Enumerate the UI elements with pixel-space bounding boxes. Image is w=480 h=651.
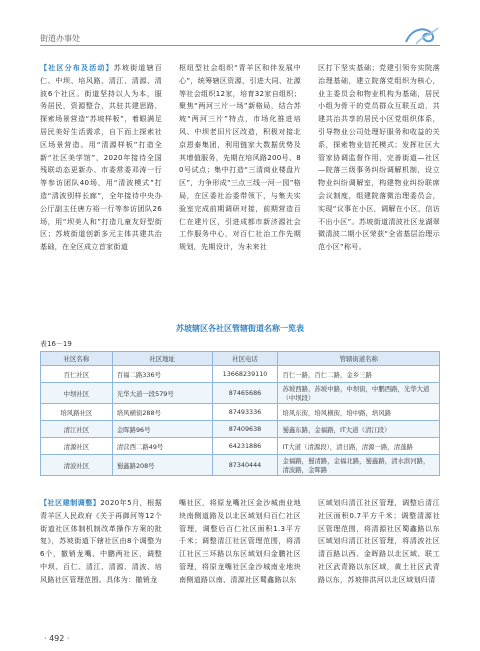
cell-streets: 培风东街，培风横街，培中路，培风路 [278,404,440,421]
cell-phone: 87340444 [212,455,278,476]
cell-streets: 蜀鑫东路，金福路，IT大道（清江段） [278,421,440,438]
header-rule [40,45,440,46]
cell-phone: 13668239110 [212,366,278,383]
cell-community: 清波社区 [41,455,113,476]
cell-streets: 百仁一路，百仁二路，金乡三路 [278,366,440,383]
cell-streets: 金福路，蜀清路，金福北路，蜀鑫路，清水滨河路，清波路，金晖路 [278,455,440,476]
cell-phone: 87493336 [212,404,278,421]
section1-column-3 [318,62,440,254]
section-tag-community-distribution: 【社区分布及活动】 [40,63,114,72]
section1-column-1 [40,62,162,254]
table-row [41,438,440,455]
cell-community: 清源社区 [41,438,113,455]
cell-community: 百仁社区 [41,366,113,383]
section2-col3-text: 区域划归清江社区管理，调整后清江社区面积0.7平方千米；调整清源社区管理范围，将清源社区蜀鑫路以东区域划归清江社区管理，将清波社区清百路以西、金晖路以北区域、联工社区武青路以东区域，黄土社区武青路以东，苏坡排洪河以北区域划归清 [318,498,440,584]
table-row [41,421,440,438]
section1-col3-text: 区打下坚实基础；党建引领夯实院落治理基础，建立院落党组织为核心，业主委员会和物业机构为基础，居民小组为骨干的党员群众互联互动，共建共治共享的居民小区党组织体系，引导物业公司处理好服务和收益的关系，探索物业信托模式；发挥社区大管家协调监督作用，完善街道—社区—院落三级事务纠纷调解机制，设立物业纠纷调解室，构建物业纠纷联席会议制度，组建院落微治理委员会，实现“议事在小区，调解在小区，信访不出小区”。苏坡街道清波社区龙湖翠微清波二期小区荣获“全省基层治理示范小区”称号。 [318,63,440,252]
table-row [41,366,440,383]
cell-phone: 87409638 [212,421,278,438]
column-header: 社区电话 [212,352,278,366]
table-row [41,404,440,421]
page-number: · 492 · [44,634,70,643]
column-header: 管辖街道名称 [278,352,440,366]
section1-col2-text: 枢纽型社会组织“青羊区和伴发展中心”，统筹辖区资源，引进大同、社源等社会组织12家，培育32家自组织；聚焦“两河三片一场”新格局，结合苏坡“两河三片”特点，市场化推进培风、中坝老旧片区改造，积极对接北京恩泰集团，利用链家大数据优势及其增值服务，先期在培风路200号、80号试点；集中打造“三清商业楼盘片区”，力争形成“三点三线一河一园”格局，在区委社治委带领下，与集夫实验室完成前期调研对接，前期营造百仁在建片区，引进成都市新济源社会工作服务中心，对百仁社治工作先期规划，先期设计，为未来社 [179,63,301,252]
section2-column-1 [40,497,162,587]
cell-phone: 64231886 [212,438,278,455]
cell-address: 培风横街288号 [112,404,212,421]
table-title: 苏坡辖区各社区管辖街道名称一览表 [176,324,304,333]
cell-community: 培风路社区 [41,404,113,421]
page-header [0,0,480,52]
column-header: 社区名称 [41,352,113,366]
section2-col1-text: 2020年5月，根据青羊区人民政府《关于再御河等12个街道社区体制机制改革操作方案的批复》，苏坡街道下辖社区由8个调整为6个，撤销龙嘴、中鹏两社区，调整中坝、百仁、清江、清源、清波、培风路社区管理范围。具体为：撤销龙 [40,498,162,584]
table-row [41,383,440,404]
table-row [41,455,440,476]
cell-address: 金晖路96号 [112,421,212,438]
cell-streets: IT大道（清源段），清日路，清源一路，清蓬路 [278,438,440,455]
column-header: 社区地址 [112,352,212,366]
section-tag-community-restructure: 【社区建制调整】 [40,498,101,507]
section2-col2-text: 嘴社区，将原龙嘴社区金沙城南业地块南侧道路及以北区域划归百仁社区管理，调整后百仁社区面积1.3平方千米；调整清江社区管理范围，将清江社区三环路以东区域划归金鹏社区管理，将原龙嘴社区金沙城南业地块南侧道路以南、清源社区蜀鑫路以东 [179,498,301,584]
running-header-title: 街道办事处 [40,34,80,43]
section2-column-3 [318,497,440,587]
cell-community: 中坝社区 [41,383,113,404]
cell-streets: 苏坡西路，苏坡中路，中坝街，中鹏西路，光华大道（中坝段） [278,383,440,404]
cell-address: 清营西二路49号 [112,438,212,455]
cell-community: 清江社区 [41,421,113,438]
section1-col1-text: 苏坡街道辖百仁、中坝、培风路、清江、清源、清波6个社区。街道坚持以人为本，服务居民，资源整合，共驻共建思路，探索场景营造“苏坡样板”，着眼满足居民美好生活需求，自下而上探索社区场景营造。用“清源样板”打造全新“社区美学馆”，2020年接待全国残联动态更新办、市委常委邓涛一行等参访团队40场，用“清波模式”打造“清波别样长廊”，全年接待中央办公厅副主任唐方裕一行等参访团队26场，用“坝美人和”打造儿童友好型街区；苏坡街道创新多元主体共建共治基础，在全区成立首家街道 [40,63,163,252]
table-number: 表16－19 [40,340,72,348]
section1-column-2 [179,62,301,254]
cell-address: 光华大道一段579号 [112,383,212,404]
community-streets-table [40,351,440,476]
swirl-ornament-icon [402,22,442,48]
section2-column-2 [179,497,301,587]
cell-phone: 87465686 [212,383,278,404]
cell-address: 蜀鑫路208号 [112,455,212,476]
table-header-row [41,352,440,366]
cell-address: 百福二路336号 [112,366,212,383]
